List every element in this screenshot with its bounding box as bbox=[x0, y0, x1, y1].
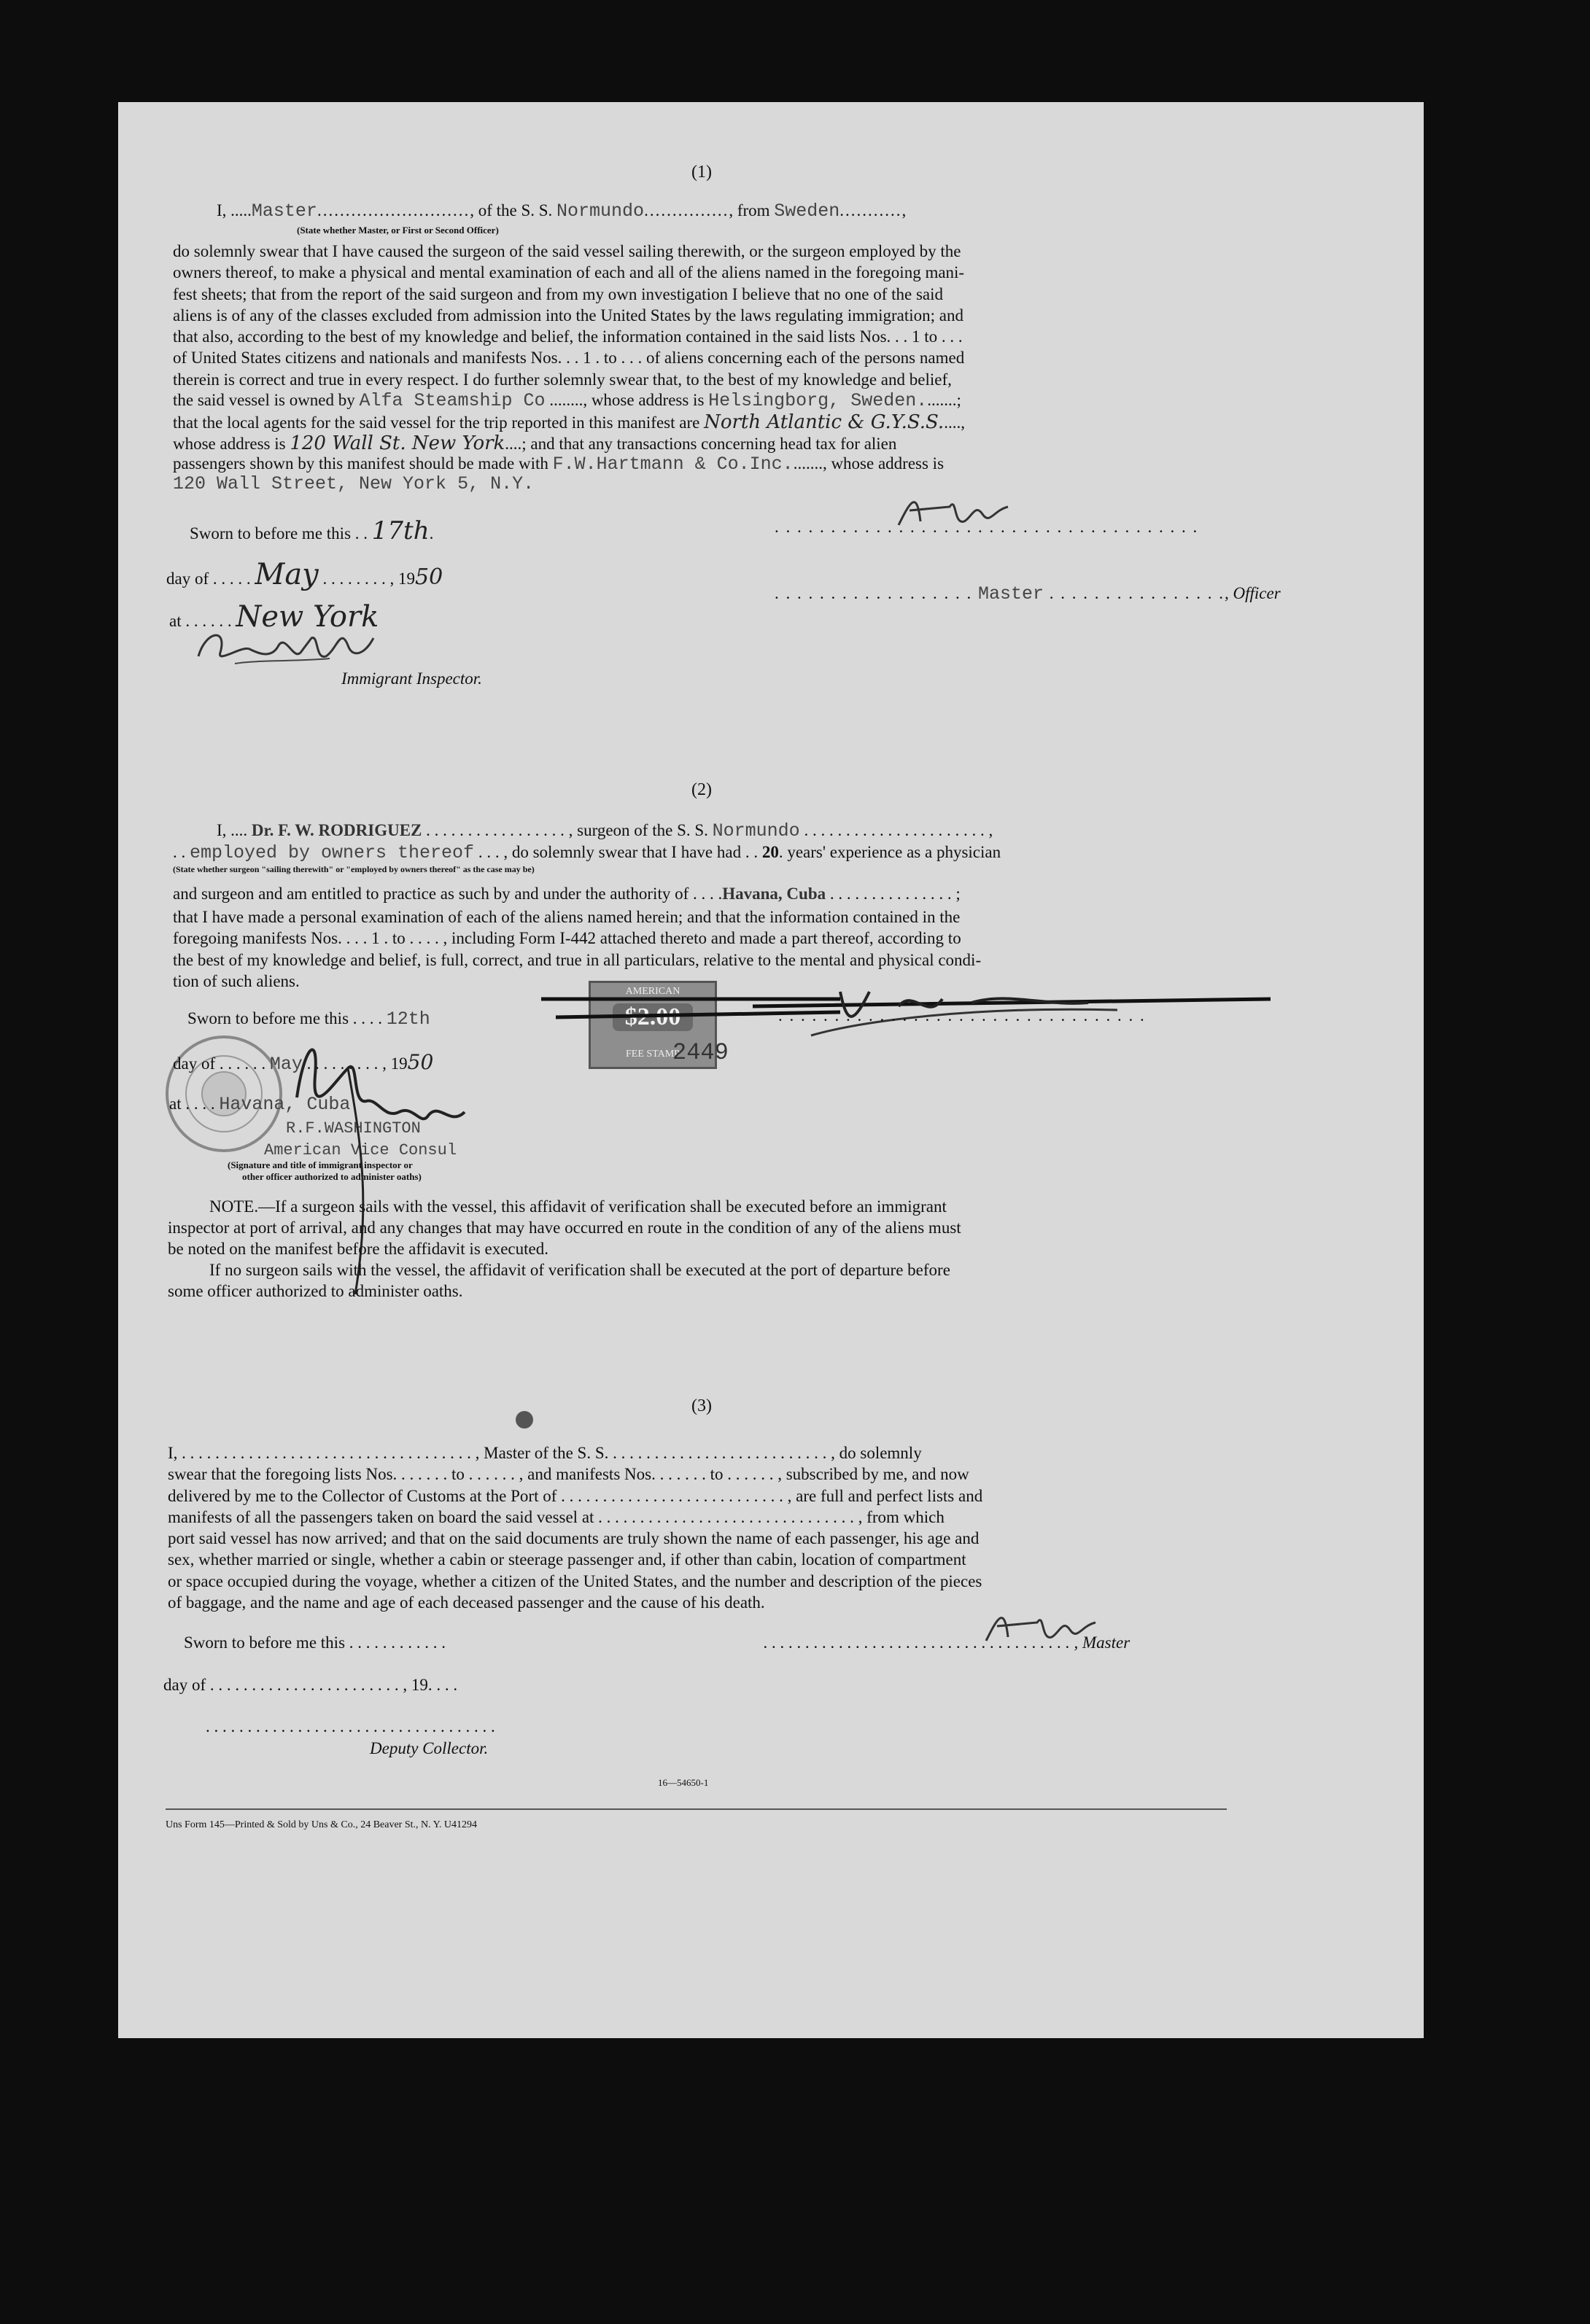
stamp-number: 2449 bbox=[672, 1039, 729, 1066]
body-line: that I have made a personal examination of each of the aliens named herein; and that the information contained in the bbox=[173, 908, 961, 926]
body-line: fest sheets; that from the report of the said surgeon and from my own investigation I believe that no one of the said bbox=[173, 284, 944, 303]
note-line-4: If no surgeon sails with the vessel, the affidavit of verification shall be executed at the port of departure before bbox=[209, 1261, 950, 1279]
owner-line: the said vessel is owned by Alfa Steamship Co ........, whose address is Helsingborg, Sweden........; bbox=[173, 390, 961, 411]
text: at bbox=[169, 1095, 182, 1113]
section-1-number: (1) bbox=[691, 163, 712, 182]
dots: ............... bbox=[644, 201, 729, 219]
body-line: aliens is of any of the classes excluded from admission into the United States by the laws regulating immigration; and bbox=[173, 306, 963, 324]
text: , from bbox=[729, 201, 770, 219]
agent-address-field: 120 Wall St. New York bbox=[290, 432, 505, 454]
body-line: do solemnly swear that I have caused the surgeon of the said vessel sailing therewith, or the surgeon employed by the bbox=[173, 242, 961, 260]
master-signature bbox=[884, 481, 1030, 540]
body-line: manifests of all the passengers taken on board the said vessel at . . . . . . . . . . . . . . . . . . . . . . . . . . . . . . . , from which bbox=[168, 1507, 945, 1526]
owner-field: Alfa Steamship Co bbox=[359, 390, 546, 411]
note-line-5: some officer authorized to administer oaths. bbox=[168, 1282, 463, 1300]
section-3-body bbox=[168, 1442, 1276, 1613]
body-line: foregoing manifests Nos. . . . 1 . to . . . . , including Form I-442 attached thereto and made a part thereof, according to bbox=[173, 929, 961, 948]
printer-line: Uns Form 145—Printed & Sold by Uns & Co., 24 Beaver St., N. Y. U41294 bbox=[166, 1819, 478, 1830]
text: that the local agents for the said vessel for the trip reported in this manifest are bbox=[173, 413, 700, 432]
note-label: NOTE. bbox=[209, 1197, 259, 1216]
month-field-2: May bbox=[269, 1054, 303, 1075]
day-of-line-2: day of . . . . . . May . . . . . . . . . , 1950 bbox=[173, 1050, 434, 1075]
officer-line: . . . . . . . . . . . . . . . . . . Master . . . . . . . . . . . . . . . ., Officer bbox=[775, 583, 1281, 605]
place-field: New York bbox=[236, 600, 379, 634]
consul-signature bbox=[275, 1017, 479, 1302]
master-field: Master bbox=[251, 201, 317, 222]
body-line: port said vessel has now arrived; and that on the said documents are truly shown the name of each passenger, his age and bbox=[168, 1529, 980, 1548]
at-line-2: at . . . . Havana, Cuba bbox=[169, 1094, 351, 1115]
text: ....; and that any transactions concerning head tax for alien bbox=[505, 435, 897, 453]
text: , of the S. S. bbox=[470, 201, 553, 219]
section-3-number: (3) bbox=[691, 1396, 712, 1415]
inspector-label: Immigrant Inspector. bbox=[341, 669, 482, 688]
head-tax-address-field: 120 Wall Street, New York 5, N.Y. bbox=[173, 473, 535, 494]
text: whose address is bbox=[173, 435, 286, 453]
stamp-top-text: AMERICAN bbox=[625, 986, 680, 997]
section-2-number: (2) bbox=[691, 780, 712, 799]
section-2-first-line: I, .... Dr. F. W. RODRIGUEZ . . . . . . . . . . . . . . . . . , surgeon of the S. S. Normundo . . . . . . . . . . . . . . . . . . . . . . , bbox=[217, 820, 993, 842]
month-field: May bbox=[255, 558, 319, 591]
inspector-signature bbox=[191, 616, 381, 675]
head-tax-line bbox=[173, 454, 944, 475]
text: Sworn to before me this bbox=[190, 524, 352, 543]
affidavit-form-sheet bbox=[118, 102, 1424, 2038]
sworn-day-field-2: 12th bbox=[386, 1009, 430, 1030]
body-line: the best of my knowledge and belief, is full, correct, and true in all particulars, relative to the mental and physical condi- bbox=[173, 950, 982, 969]
section-2-vessel-field: Normundo bbox=[712, 820, 800, 842]
footer-divider bbox=[166, 1808, 1227, 1810]
body-line: of United States citizens and nationals and manifests Nos. . . 1 . to . . . of aliens concerning each of the persons named bbox=[173, 349, 965, 368]
dots: ........................... bbox=[317, 201, 470, 219]
text: day of bbox=[166, 570, 209, 588]
collector-dots: . . . . . . . . . . . . . . . . . . . . . . . . . . . . . . . . . . . bbox=[206, 1717, 495, 1736]
stamp-value: $2.00 bbox=[613, 1003, 693, 1031]
state-whether-note-2: (State whether surgeon "sailing therewith" or "employed by owners thereof" as the case may be) bbox=[173, 864, 535, 874]
agents-line: that the local agents for the said vessel for the trip reported in this manifest are North Atlantic & G.Y.S.S....., bbox=[173, 411, 965, 433]
text: ......., whose address is bbox=[793, 454, 945, 473]
text: Sworn to before me this bbox=[187, 1009, 349, 1027]
head-tax-agent-field: F.W.Hartmann & Co.Inc. bbox=[552, 454, 794, 475]
stamp-bottom-text: FEE STAMP bbox=[626, 1049, 680, 1060]
body-line: of baggage, and the name and age of each deceased passenger and the cause of his death. bbox=[168, 1593, 765, 1612]
note-line-2: inspector at port of arrival, and any changes that may have occurred en route in the condition of any of the aliens must bbox=[168, 1219, 961, 1237]
body-line: owners thereof, to make a physical and mental examination of each and all of the aliens named in the foregoing mani- bbox=[173, 263, 965, 282]
text: I, .... bbox=[217, 821, 248, 839]
body-line: therein is correct and true in every respect. I do further solemnly swear that, to the best of my knowledge and belief, bbox=[173, 370, 952, 389]
dots: ..........., bbox=[839, 201, 908, 219]
body-line: I, . . . . . . . . . . . . . . . . . . . . . . . . . . . . . . . . . . . , Master of the S. S. . . . . . . . . . . . . . . . . . . . . . . . . . . , do solemnly bbox=[168, 1444, 922, 1462]
section-1-body bbox=[173, 241, 1281, 390]
agents-field: North Atlantic & G.Y.S.S. bbox=[704, 411, 945, 433]
employed-field: employed by owners thereof bbox=[190, 842, 475, 863]
body-line: or space occupied during the voyage, whether a citizen of the United States, and the number and description of the pieces bbox=[168, 1571, 982, 1590]
official-note-2: other officer authorized to administer oaths) bbox=[242, 1171, 422, 1182]
text: passengers shown by this manifest should be made with bbox=[173, 454, 548, 473]
sworn-line-3: Sworn to before me this . . . . . . . . . . . . bbox=[184, 1633, 446, 1652]
authority-field: Havana, Cuba bbox=[722, 885, 826, 903]
note-line-1 bbox=[209, 1197, 947, 1216]
text: —If a surgeon sails with the vessel, this affidavit of verification shall be executed before an immigrant bbox=[258, 1197, 947, 1216]
state-whether-note: (State whether Master, or First or Second Officer) bbox=[297, 225, 499, 236]
vessel-name-field: Normundo bbox=[556, 201, 645, 222]
collector-label: Deputy Collector. bbox=[370, 1739, 489, 1757]
body-line: that also, according to the best of my knowledge and belief, the information contained in the said lists Nos. . . 1 to . . . bbox=[173, 327, 963, 346]
sworn-line-2: Sworn to before me this . . . . 12th bbox=[187, 1009, 430, 1030]
employed-line: . . employed by owners thereof . . . , do solemnly swear that I have had . . 20. years' experience as a physician bbox=[173, 842, 1001, 863]
master-signature-3 bbox=[972, 1597, 1103, 1652]
master-line-3: . . . . . . . . . . . . . . . . . . . . . . . . . . . . . . . . . . . . . , Master bbox=[764, 1633, 1131, 1652]
sworn-line-1: Sworn to before me this . . 17th. bbox=[190, 516, 434, 545]
text: , 19 bbox=[389, 570, 416, 588]
official-note-1: (Signature and title of immigrant inspector or bbox=[228, 1159, 413, 1170]
body-line: swear that the foregoing lists Nos. . . . . . . to . . . . . . , and manifests Nos. . . . . . . to . . . . . . , subscribed by me, and now bbox=[168, 1465, 969, 1484]
day-of-line-1: day of . . . . . May . . . . . . . . , 1950 bbox=[166, 558, 443, 591]
year-field-2: 50 bbox=[407, 1050, 434, 1074]
text: . years' experience as a physician bbox=[778, 843, 1001, 861]
official-name-field: R.F.WASHINGTON bbox=[286, 1119, 421, 1138]
master-signature-dots: . . . . . . . . . . . . . . . . . . . . . . . . . . . . . . . . . . . . . . bbox=[775, 518, 1199, 536]
agent-address-line bbox=[173, 432, 896, 454]
text: , 19 bbox=[382, 1054, 408, 1073]
text: at bbox=[169, 612, 182, 630]
text: , do solemnly swear that I have had . . bbox=[503, 843, 759, 861]
place-field-2: Havana, Cuba bbox=[219, 1094, 351, 1115]
authority-line: and surgeon and am entitled to practice as such by and under the authority of . . . .Havana, Cuba . . . . . . . . . . . . . . . ; bbox=[173, 885, 961, 903]
official-title-field: American Vice Consul bbox=[264, 1141, 457, 1159]
text: day of bbox=[173, 1054, 216, 1073]
text: surgeon of the S. S. bbox=[577, 821, 708, 839]
text: the said vessel is owned by bbox=[173, 391, 355, 409]
surgeon-name-field: Dr. F. W. RODRIGUEZ bbox=[251, 821, 422, 839]
body-line: tion of such aliens. bbox=[173, 971, 300, 990]
note-line-3: be noted on the manifest before the affidavit is executed. bbox=[168, 1240, 548, 1258]
text: , Officer bbox=[1225, 584, 1281, 602]
text: and surgeon and am entitled to practice as such by and under the authority of . . . . bbox=[173, 885, 723, 903]
at-line-1: at . . . . . . New York bbox=[169, 600, 379, 634]
body-line: delivered by me to the Collector of Customs at the Port of . . . . . . . . . . . . . . . . . . . . . . . . . . . , are full and perfect lists and bbox=[168, 1486, 983, 1505]
surgeon-signature-dots: . . . . . . . . . . . . . . . . . . . . . . . . . . . . . . . . . bbox=[778, 1006, 1146, 1025]
section-1-first-line bbox=[217, 201, 907, 222]
from-field: Sweden bbox=[774, 201, 840, 222]
form-code: 16—54650-1 bbox=[658, 1777, 709, 1788]
day-of-line-3: day of . . . . . . . . . . . . . . . . . . . . . . . , 19. . . . bbox=[163, 1676, 458, 1694]
sworn-day-field: 17th bbox=[371, 516, 430, 545]
owner-address-field: Helsingborg, Sweden. bbox=[708, 390, 928, 411]
year-field: 50 bbox=[415, 564, 443, 590]
text: ........, whose address is bbox=[549, 391, 705, 409]
years-field: 20 bbox=[761, 843, 779, 861]
body-line: sex, whether married or single, whether a cabin or steerage passenger and, if other than cabin, location of compartment bbox=[168, 1550, 966, 1569]
officer-title-field: Master bbox=[978, 583, 1044, 605]
text: I, ..... bbox=[217, 201, 252, 219]
